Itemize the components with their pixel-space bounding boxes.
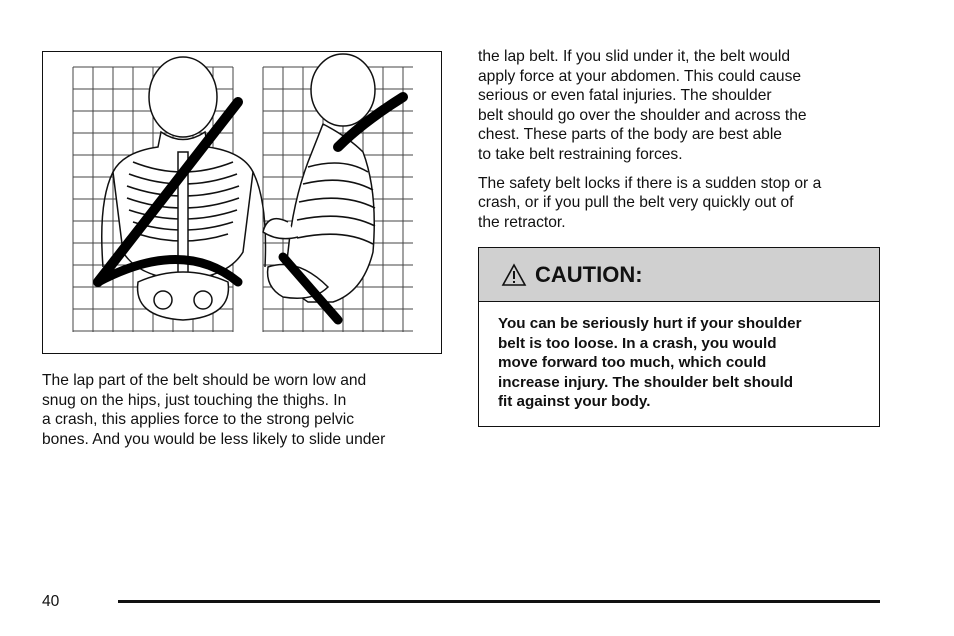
right-text-line: belt should go over the shoulder and across the <box>478 106 807 124</box>
left-text-line: The lap part of the belt should be worn low and <box>42 372 367 389</box>
paragraph-belt-locks <box>478 174 898 233</box>
left-text-line: bones. And you would be less likely to slide under <box>42 430 386 448</box>
paragraph-belt-placement <box>478 47 898 165</box>
seat-belt-illustration <box>42 51 442 354</box>
right-text-line: apply force at your abdomen. This could cause <box>478 67 802 85</box>
caution-line: You can be seriously hurt if your shoulder <box>498 315 802 332</box>
right-text-line: to take belt restraining forces. <box>478 145 683 163</box>
caution-title: CAUTION: <box>535 261 643 287</box>
left-text-line: a crash, this applies force to the strong pelvic <box>42 411 355 429</box>
right-text-line: the retractor. <box>478 213 566 231</box>
caution-line: belt is too loose. In a crash, you would <box>498 334 777 352</box>
footer-rule <box>118 600 880 603</box>
right-column-text <box>478 47 898 241</box>
seat-belt-diagram <box>43 52 443 355</box>
left-text-line: snug on the hips, just touching the thighs. In <box>42 391 347 409</box>
caution-line: fit against your body. <box>498 393 651 411</box>
right-text-line: crash, or if you pull the belt very quickly out of <box>478 194 794 212</box>
side-skeleton <box>263 54 375 302</box>
caution-message <box>479 302 879 412</box>
warning-triangle-icon <box>501 263 527 287</box>
caution-box <box>478 247 880 427</box>
right-text-line: The safety belt locks if there is a sudden stop or a <box>478 174 822 192</box>
caution-line: move forward too much, which could <box>498 354 767 372</box>
caution-line: increase injury. The shoulder belt should <box>498 373 794 391</box>
caution-header <box>479 248 879 302</box>
page-number: 40 <box>42 593 60 610</box>
right-text-line: serious or even fatal injuries. The shoulder <box>478 87 772 105</box>
right-text-line: chest. These parts of the body are best able <box>478 126 782 144</box>
right-text-line: the lap belt. If you slid under it, the belt would <box>478 48 791 65</box>
left-column-text <box>42 371 452 449</box>
